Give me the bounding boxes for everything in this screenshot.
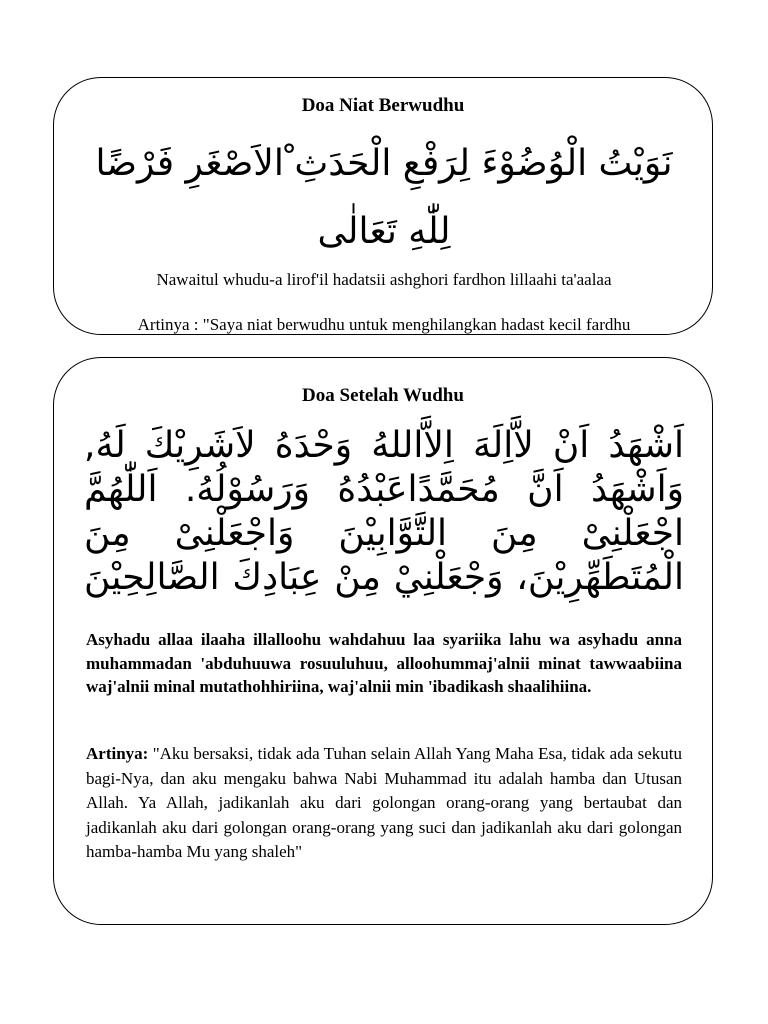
niat-wudhu-card xyxy=(53,77,713,335)
arabic-prayer-text: نَوَيْتُ الْوُضُوْءَ لِرَفْعِ الْحَدَثِ ْالاَصْغَرِ فَرْضًا لِلّٰهِ تَعَالٰى xyxy=(95,143,673,252)
doa-setelah-wudhu-card xyxy=(53,357,713,925)
translation-label: Artinya: xyxy=(86,744,149,763)
translation-text xyxy=(74,313,694,335)
transliteration-text: Asyhadu allaa ilaaha illalloohu wahdahuu laa syariika lahu wa asyhadu anna muhammadan 'abduhuuwa rosuuluhuu, alloohummaj'alnii minat tawwaabiina waj'alnii minal mutathohhiriina, waj'alnii min 'ibadikash shaalihiina. xyxy=(86,630,682,696)
translation-body: "Saya niat berwudhu untuk menghilangkan hadast kecil fardhu xyxy=(202,315,631,334)
card-title: Doa Setelah Wudhu xyxy=(302,385,464,406)
translation-text xyxy=(86,742,682,865)
translation-label: Artinya : xyxy=(137,315,199,334)
card-title: Doa Niat Berwudhu xyxy=(301,95,465,116)
translation-body: "Aku bersaksi, tidak ada Tuhan selain Allah Yang Maha Esa, tidak ada sekutu bagi-Nya, dan aku mengaku bahwa Nabi Muhammad itu adalah hamba dan Utusan Allah. Ya Allah, jadikanlah aku dari golongan orang-orang yang bertaubat dan jadikanlah aku dari golongan orang-orang yang suci dan jadikanlah aku dari golongan hamba-hamba Mu yang shaleh" xyxy=(86,744,682,861)
transliteration-text: Nawaitul whudu-a lirof'il hadatsii ashghori fardhon lillaahi ta'aalaa xyxy=(156,270,612,289)
arabic-prayer-text: اَشْهَدُ اَنْ لاَّاِلَهَ اِلاَّاللهُ وَحْدَهُ لاَشَرِيْكَ لَهُ, وَاَشْهَدُ اَنَّ مُحَمَّدًاعَبْدُهُ وَرَسُوْلُهُ. اَللّٰهُمَّ اجْعَلْنِىْ مِنَ التَّوَّابِيْنَ وَاجْعَلْنِىْ مِنَ الْمُتَطَهِّرِيْنَ، وَجْعَلْنِيْ مِنْ عِبَادِكَ الصَّالِحِيْنَ xyxy=(84,425,684,598)
